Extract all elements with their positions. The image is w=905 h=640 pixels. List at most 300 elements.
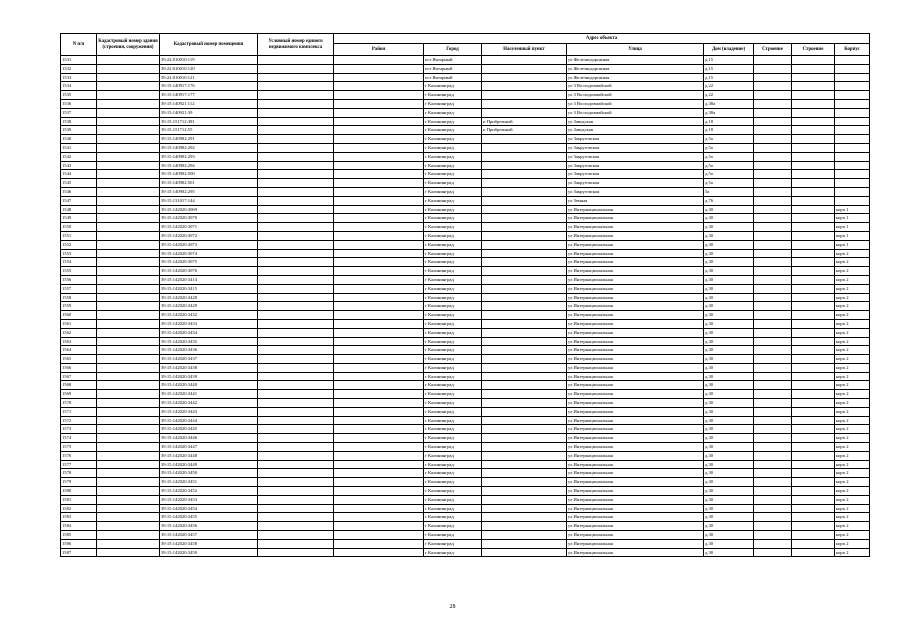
- cell-city: пгт Янтарный: [424, 64, 482, 73]
- cell-cadastral-premises: 39:22:010010:121: [160, 73, 258, 82]
- table-row: [61, 487, 870, 496]
- cell-building: [792, 240, 835, 249]
- cell-cadastral-building: [97, 319, 160, 328]
- cell-cadastral-premises: 39:15:142020:3448: [160, 451, 258, 460]
- cell-street: ул Закруговская: [567, 143, 704, 152]
- cell-street: ул Интернациональная: [567, 531, 704, 540]
- header-settlement: Населенный пункт: [482, 44, 567, 56]
- cell-korpus: корп 2: [835, 381, 870, 390]
- cell-conditional-number: [258, 425, 334, 434]
- cell-cadastral-building: [97, 205, 160, 214]
- cell-house: д.30: [704, 302, 754, 311]
- cell-num: 1585: [61, 531, 97, 540]
- table-row: [61, 82, 870, 91]
- cell-cadastral-premises: 39:15:142020:3440: [160, 381, 258, 390]
- cell-district: [334, 460, 424, 469]
- cell-house: д.30: [704, 267, 754, 276]
- table-row: [61, 451, 870, 460]
- cell-settlement: п Прибрежный: [482, 126, 567, 135]
- cell-building: [792, 117, 835, 126]
- table-row: [61, 152, 870, 161]
- table-row: [61, 64, 870, 73]
- cell-cadastral-premises: 39:15:142020:3459: [160, 548, 258, 557]
- table-header: [61, 34, 870, 56]
- cell-korpus: [835, 170, 870, 179]
- cell-korpus: корп 2: [835, 284, 870, 293]
- cell-structure: [754, 328, 792, 337]
- cell-cadastral-building: [97, 91, 160, 100]
- cell-korpus: корп 2: [835, 416, 870, 425]
- cell-cadastral-building: [97, 451, 160, 460]
- cell-city: пгт Янтарный: [424, 73, 482, 82]
- cell-conditional-number: [258, 522, 334, 531]
- cell-street: ул 3 Восходовмайской: [567, 91, 704, 100]
- table-row: [61, 99, 870, 108]
- cell-korpus: корп 2: [835, 319, 870, 328]
- cell-building: [792, 179, 835, 188]
- cell-settlement: [482, 522, 567, 531]
- cell-cadastral-premises: 39:15:140902:500: [160, 170, 258, 179]
- cell-num: 1578: [61, 469, 97, 478]
- cell-structure: [754, 91, 792, 100]
- cell-structure: [754, 548, 792, 557]
- cell-num: 1551: [61, 231, 97, 240]
- cell-district: [334, 126, 424, 135]
- cell-cadastral-building: [97, 170, 160, 179]
- cell-korpus: [835, 179, 870, 188]
- cell-conditional-number: [258, 416, 334, 425]
- cell-cadastral-premises: 39:15:142020:3069: [160, 205, 258, 214]
- cell-cadastral-premises: 39:15:140917:177: [160, 91, 258, 100]
- cell-korpus: корп 2: [835, 451, 870, 460]
- cell-cadastral-premises: 39:15:142020:3450: [160, 469, 258, 478]
- cell-city: г Калининград: [424, 258, 482, 267]
- cell-cadastral-building: [97, 214, 160, 223]
- cell-district: [334, 399, 424, 408]
- cell-cadastral-premises: 39:15:142020:3433: [160, 319, 258, 328]
- cell-building: [792, 381, 835, 390]
- cell-house: д.5а: [704, 135, 754, 144]
- cell-structure: [754, 504, 792, 513]
- cell-street: ул 3 Восходовмайской: [567, 108, 704, 117]
- cell-settlement: [482, 416, 567, 425]
- cell-settlement: [482, 302, 567, 311]
- cell-city: г Калининград: [424, 275, 482, 284]
- cell-korpus: [835, 82, 870, 91]
- cell-street: ул Интернациональная: [567, 223, 704, 232]
- cell-korpus: [835, 126, 870, 135]
- cell-settlement: [482, 135, 567, 144]
- cell-district: [334, 443, 424, 452]
- cell-cadastral-premises: 39:22:010010:119: [160, 56, 258, 65]
- cell-district: [334, 205, 424, 214]
- cell-street: ул Интернациональная: [567, 460, 704, 469]
- cell-conditional-number: [258, 240, 334, 249]
- cell-city: г Калининград: [424, 407, 482, 416]
- cell-cadastral-premises: 39:15:142020:3453: [160, 495, 258, 504]
- cell-conditional-number: [258, 135, 334, 144]
- table-row: [61, 231, 870, 240]
- cell-cadastral-building: [97, 399, 160, 408]
- cell-house: 5а: [704, 187, 754, 196]
- cell-structure: [754, 363, 792, 372]
- cell-cadastral-premises: 39:15:142020:3075: [160, 258, 258, 267]
- cell-cadastral-premises: 39:15:142020:3071: [160, 223, 258, 232]
- cell-cadastral-building: [97, 381, 160, 390]
- cell-district: [334, 108, 424, 117]
- cell-korpus: корп 2: [835, 293, 870, 302]
- cell-num: 1540: [61, 135, 97, 144]
- cell-cadastral-building: [97, 539, 160, 548]
- cell-settlement: [482, 223, 567, 232]
- table-row: [61, 302, 870, 311]
- cell-conditional-number: [258, 443, 334, 452]
- cell-conditional-number: [258, 214, 334, 223]
- cell-house: д.30: [704, 223, 754, 232]
- cell-settlement: [482, 390, 567, 399]
- cell-num: 1569: [61, 390, 97, 399]
- cell-street: ул Интернациональная: [567, 293, 704, 302]
- property-register-table: [60, 33, 870, 557]
- cell-district: [334, 135, 424, 144]
- cell-cadastral-premises: 39:15:142020:3443: [160, 407, 258, 416]
- cell-district: [334, 223, 424, 232]
- cell-korpus: корп 2: [835, 487, 870, 496]
- cell-settlement: [482, 170, 567, 179]
- cell-house: д.30: [704, 460, 754, 469]
- cell-building: [792, 152, 835, 161]
- cell-structure: [754, 407, 792, 416]
- table-row: [61, 214, 870, 223]
- table-row: [61, 522, 870, 531]
- cell-korpus: [835, 161, 870, 170]
- cell-city: г Калининград: [424, 214, 482, 223]
- cell-settlement: [482, 311, 567, 320]
- cell-conditional-number: [258, 434, 334, 443]
- cell-city: г Калининград: [424, 443, 482, 452]
- cell-korpus: [835, 187, 870, 196]
- cell-cadastral-premises: 39:15:151712:381: [160, 117, 258, 126]
- cell-street: ул Закруговская: [567, 135, 704, 144]
- header-district: Район: [334, 44, 424, 56]
- cell-street: ул Интернациональная: [567, 381, 704, 390]
- table-row: [61, 319, 870, 328]
- cell-settlement: [482, 355, 567, 364]
- cell-cadastral-building: [97, 152, 160, 161]
- cell-structure: [754, 460, 792, 469]
- cell-house: д.30: [704, 522, 754, 531]
- cell-structure: [754, 531, 792, 540]
- cell-num: 1563: [61, 337, 97, 346]
- cell-district: [334, 284, 424, 293]
- cell-city: г Калининград: [424, 425, 482, 434]
- cell-building: [792, 337, 835, 346]
- table-row: [61, 223, 870, 232]
- cell-structure: [754, 522, 792, 531]
- cell-settlement: [482, 152, 567, 161]
- cell-street: ул Закруговская: [567, 152, 704, 161]
- cell-korpus: [835, 143, 870, 152]
- cell-cadastral-building: [97, 284, 160, 293]
- cell-house: д.30: [704, 504, 754, 513]
- cell-house: д.30: [704, 258, 754, 267]
- cell-house: д.30: [704, 284, 754, 293]
- cell-num: 1557: [61, 284, 97, 293]
- cell-cadastral-building: [97, 117, 160, 126]
- cell-structure: [754, 416, 792, 425]
- cell-cadastral-premises: 39:15:142020:3447: [160, 443, 258, 452]
- cell-street: ул Интернациональная: [567, 539, 704, 548]
- cell-building: [792, 126, 835, 135]
- cell-city: г Калининград: [424, 311, 482, 320]
- cell-settlement: [482, 205, 567, 214]
- table-row: [61, 91, 870, 100]
- cell-conditional-number: [258, 407, 334, 416]
- cell-conditional-number: [258, 205, 334, 214]
- cell-conditional-number: [258, 363, 334, 372]
- cell-building: [792, 407, 835, 416]
- cell-num: 1571: [61, 407, 97, 416]
- cell-building: [792, 214, 835, 223]
- cell-settlement: [482, 495, 567, 504]
- cell-conditional-number: [258, 372, 334, 381]
- cell-street: ул Интернациональная: [567, 311, 704, 320]
- table-row: [61, 513, 870, 522]
- cell-settlement: [482, 443, 567, 452]
- cell-building: [792, 399, 835, 408]
- cell-house: д.30: [704, 372, 754, 381]
- cell-cadastral-premises: 39:15:142020:3072: [160, 231, 258, 240]
- cell-korpus: корп 2: [835, 522, 870, 531]
- cell-district: [334, 56, 424, 65]
- cell-building: [792, 372, 835, 381]
- table-row: [61, 355, 870, 364]
- cell-korpus: корп 2: [835, 337, 870, 346]
- cell-street: ул Интернациональная: [567, 355, 704, 364]
- cell-house: д.30: [704, 531, 754, 540]
- cell-district: [334, 513, 424, 522]
- cell-structure: [754, 240, 792, 249]
- cell-cadastral-premises: 39:22:010010:120: [160, 64, 258, 73]
- cell-cadastral-building: [97, 443, 160, 452]
- cell-city: г Калининград: [424, 82, 482, 91]
- cell-building: [792, 504, 835, 513]
- header-address-group: Адрес объекта: [334, 34, 870, 44]
- cell-house: д.30: [704, 416, 754, 425]
- cell-cadastral-premises: 39:15:142020:3458: [160, 539, 258, 548]
- cell-cadastral-premises: 39:15:142020:3429: [160, 302, 258, 311]
- cell-building: [792, 522, 835, 531]
- cell-structure: [754, 346, 792, 355]
- cell-street: ул Железнодорожная: [567, 73, 704, 82]
- cell-district: [334, 478, 424, 487]
- cell-city: г Калининград: [424, 91, 482, 100]
- cell-house: д.30: [704, 328, 754, 337]
- cell-conditional-number: [258, 539, 334, 548]
- cell-district: [334, 267, 424, 276]
- cell-num: 1568: [61, 381, 97, 390]
- cell-cadastral-building: [97, 293, 160, 302]
- cell-korpus: корп 2: [835, 275, 870, 284]
- cell-district: [334, 117, 424, 126]
- cell-district: [334, 196, 424, 205]
- cell-cadastral-building: [97, 64, 160, 73]
- cell-city: г Калининград: [424, 487, 482, 496]
- cell-city: г Калининград: [424, 346, 482, 355]
- cell-house: д.30: [704, 311, 754, 320]
- cell-city: г Калининград: [424, 531, 482, 540]
- cell-cadastral-premises: 39:15:142020:3442: [160, 399, 258, 408]
- table-row: [61, 469, 870, 478]
- cell-house: д.5а: [704, 143, 754, 152]
- cell-num: 1542: [61, 152, 97, 161]
- cell-num: 1545: [61, 179, 97, 188]
- cell-house: д.30: [704, 390, 754, 399]
- cell-num: 1587: [61, 548, 97, 557]
- cell-num: 1532: [61, 64, 97, 73]
- cell-cadastral-building: [97, 240, 160, 249]
- cell-district: [334, 99, 424, 108]
- cell-settlement: [482, 337, 567, 346]
- cell-structure: [754, 135, 792, 144]
- cell-structure: [754, 223, 792, 232]
- cell-building: [792, 319, 835, 328]
- cell-house: д.30: [704, 355, 754, 364]
- cell-cadastral-building: [97, 487, 160, 496]
- cell-district: [334, 143, 424, 152]
- cell-district: [334, 372, 424, 381]
- cell-conditional-number: [258, 504, 334, 513]
- cell-settlement: [482, 328, 567, 337]
- cell-house: д.30: [704, 495, 754, 504]
- cell-korpus: [835, 135, 870, 144]
- cell-korpus: корп 1: [835, 214, 870, 223]
- cell-city: г Калининград: [424, 126, 482, 135]
- cell-cadastral-building: [97, 179, 160, 188]
- cell-city: г Калининград: [424, 196, 482, 205]
- cell-settlement: [482, 187, 567, 196]
- cell-structure: [754, 267, 792, 276]
- cell-conditional-number: [258, 82, 334, 91]
- table-row: [61, 187, 870, 196]
- cell-structure: [754, 152, 792, 161]
- table-row: [61, 416, 870, 425]
- cell-building: [792, 355, 835, 364]
- cell-building: [792, 108, 835, 117]
- cell-num: 1584: [61, 522, 97, 531]
- cell-house: д.30: [704, 451, 754, 460]
- cell-settlement: [482, 469, 567, 478]
- cell-settlement: [482, 231, 567, 240]
- cell-korpus: [835, 91, 870, 100]
- cell-num: 1531: [61, 56, 97, 65]
- cell-conditional-number: [258, 328, 334, 337]
- cell-cadastral-building: [97, 187, 160, 196]
- cell-district: [334, 390, 424, 399]
- cell-street: ул Интернациональная: [567, 399, 704, 408]
- cell-city: г Калининград: [424, 381, 482, 390]
- table-row: [61, 73, 870, 82]
- cell-korpus: [835, 99, 870, 108]
- cell-settlement: [482, 434, 567, 443]
- cell-cadastral-premises: 39:15:142020:3435: [160, 337, 258, 346]
- cell-city: г Калининград: [424, 390, 482, 399]
- cell-house: д.18: [704, 117, 754, 126]
- cell-house: д.30: [704, 548, 754, 557]
- cell-num: 1553: [61, 249, 97, 258]
- cell-house: д.30: [704, 214, 754, 223]
- cell-building: [792, 170, 835, 179]
- cell-city: г Калининград: [424, 513, 482, 522]
- cell-num: 1550: [61, 223, 97, 232]
- cell-building: [792, 311, 835, 320]
- cell-city: г Калининград: [424, 539, 482, 548]
- cell-cadastral-building: [97, 372, 160, 381]
- cell-city: г Калининград: [424, 223, 482, 232]
- cell-korpus: корп 2: [835, 372, 870, 381]
- cell-structure: [754, 170, 792, 179]
- table-row: [61, 390, 870, 399]
- cell-house: д.38а: [704, 99, 754, 108]
- cell-num: 1575: [61, 443, 97, 452]
- cell-district: [334, 64, 424, 73]
- table-row: [61, 205, 870, 214]
- cell-conditional-number: [258, 346, 334, 355]
- cell-cadastral-building: [97, 407, 160, 416]
- cell-district: [334, 337, 424, 346]
- table-row: [61, 240, 870, 249]
- cell-building: [792, 531, 835, 540]
- cell-korpus: корп 1: [835, 205, 870, 214]
- cell-cadastral-premises: 39:15:142020:3452: [160, 487, 258, 496]
- cell-cadastral-building: [97, 337, 160, 346]
- cell-structure: [754, 196, 792, 205]
- cell-settlement: [482, 372, 567, 381]
- table-row: [61, 258, 870, 267]
- cell-district: [334, 504, 424, 513]
- cell-street: ул Интернациональная: [567, 513, 704, 522]
- cell-cadastral-building: [97, 346, 160, 355]
- cell-cadastral-building: [97, 469, 160, 478]
- cell-settlement: [482, 478, 567, 487]
- table-row: [61, 275, 870, 284]
- cell-settlement: [482, 267, 567, 276]
- cell-cadastral-building: [97, 108, 160, 117]
- cell-city: г Калининград: [424, 161, 482, 170]
- cell-settlement: [482, 399, 567, 408]
- cell-num: 1549: [61, 214, 97, 223]
- cell-structure: [754, 487, 792, 496]
- cell-cadastral-premises: 39:15:142020:3445: [160, 425, 258, 434]
- cell-conditional-number: [258, 531, 334, 540]
- cell-district: [334, 240, 424, 249]
- cell-num: 1577: [61, 460, 97, 469]
- cell-korpus: корп 2: [835, 390, 870, 399]
- table-row: [61, 363, 870, 372]
- cell-settlement: [482, 504, 567, 513]
- cell-num: 1560: [61, 311, 97, 320]
- cell-building: [792, 539, 835, 548]
- cell-cadastral-premises: 39:15:142020:3438: [160, 363, 258, 372]
- cell-street: ул Интернациональная: [567, 284, 704, 293]
- cell-cadastral-building: [97, 161, 160, 170]
- cell-district: [334, 258, 424, 267]
- cell-city: г Калининград: [424, 319, 482, 328]
- cell-korpus: корп 1: [835, 240, 870, 249]
- cell-conditional-number: [258, 108, 334, 117]
- table-body: [61, 56, 870, 557]
- table-row: [61, 126, 870, 135]
